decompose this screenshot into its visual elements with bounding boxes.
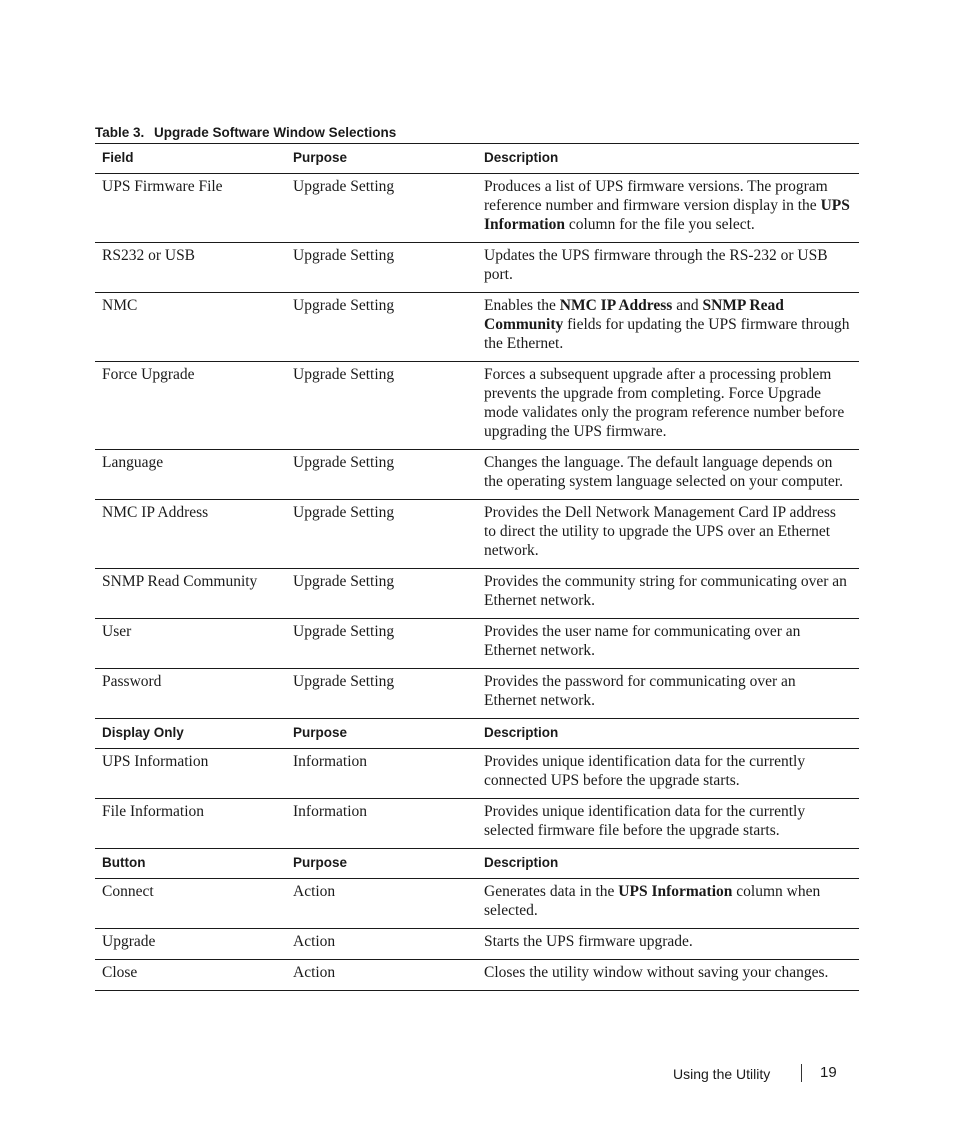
description-text: column when selected.	[484, 883, 821, 919]
description-text: Updates the UPS firmware through the RS-232 or USB port.	[484, 247, 828, 283]
table-row	[95, 749, 859, 799]
description-emphasis: UPS Information	[484, 197, 850, 233]
selections-table	[95, 143, 859, 991]
column-header: Description	[477, 719, 859, 749]
table-header-row	[95, 719, 859, 749]
description-cell	[477, 174, 859, 243]
purpose-cell: Action	[286, 960, 477, 991]
description-emphasis: NMC IP Address	[559, 297, 673, 314]
table-row	[95, 929, 859, 960]
field-cell: SNMP Read Community	[95, 569, 286, 619]
description-text: fields for updating the UPS firmware through the Ethernet.	[484, 316, 850, 352]
column-header: Display Only	[95, 719, 286, 749]
purpose-cell: Upgrade Setting	[286, 362, 477, 450]
field-cell: File Information	[95, 799, 286, 849]
description-text: Generates data in the	[484, 883, 619, 900]
description-text: Provides the user name for communicating over an Ethernet network.	[484, 623, 801, 659]
field-cell: Force Upgrade	[95, 362, 286, 450]
column-header: Description	[477, 849, 859, 879]
field-cell: NMC	[95, 293, 286, 362]
page-number: 19	[820, 1064, 837, 1081]
column-header: Purpose	[286, 849, 477, 879]
table-row	[95, 879, 859, 929]
field-cell: Upgrade	[95, 929, 286, 960]
description-cell	[477, 450, 859, 500]
table-header-row	[95, 144, 859, 174]
field-cell: Close	[95, 960, 286, 991]
field-cell: Connect	[95, 879, 286, 929]
field-cell: NMC IP Address	[95, 500, 286, 569]
table-number: Table 3.	[95, 125, 145, 140]
table-row	[95, 450, 859, 500]
description-emphasis: UPS Information	[618, 883, 733, 900]
table-header-row	[95, 849, 859, 879]
purpose-cell: Action	[286, 879, 477, 929]
purpose-cell: Upgrade Setting	[286, 293, 477, 362]
description-text: and	[672, 297, 703, 314]
purpose-cell: Action	[286, 929, 477, 960]
description-cell	[477, 569, 859, 619]
table-row	[95, 960, 859, 991]
field-cell: Language	[95, 450, 286, 500]
description-cell	[477, 749, 859, 799]
purpose-cell: Upgrade Setting	[286, 619, 477, 669]
description-text: Provides unique identification data for the currently selected firmware file before the upgrade starts.	[484, 803, 806, 839]
field-cell: User	[95, 619, 286, 669]
purpose-cell: Information	[286, 749, 477, 799]
footer-section-title: Using the Utility	[673, 1066, 771, 1082]
table-row	[95, 243, 859, 293]
description-text: Produces a list of UPS firmware versions. The program reference number and firmware version display in the	[484, 178, 828, 214]
footer-divider	[801, 1064, 802, 1082]
description-text: Starts the UPS firmware upgrade.	[484, 933, 693, 950]
description-text: Forces a subsequent upgrade after a processing problem prevents the upgrade from completing. Force Upgrade mode validates only the program reference number before upgrading the UPS firmware.	[484, 366, 845, 440]
column-header: Purpose	[286, 144, 477, 174]
table-row	[95, 293, 859, 362]
description-cell	[477, 960, 859, 991]
description-cell	[477, 500, 859, 569]
purpose-cell: Upgrade Setting	[286, 243, 477, 293]
description-cell	[477, 243, 859, 293]
purpose-cell: Upgrade Setting	[286, 500, 477, 569]
column-header: Purpose	[286, 719, 477, 749]
table-row	[95, 362, 859, 450]
field-cell: Password	[95, 669, 286, 719]
description-cell	[477, 293, 859, 362]
description-text: Provides the Dell Network Management Card IP address to direct the utility to upgrade the UPS over an Ethernet network.	[484, 504, 836, 559]
description-cell	[477, 362, 859, 450]
column-header: Field	[95, 144, 286, 174]
description-text: Changes the language. The default language depends on the operating system language selected on your computer.	[484, 454, 843, 490]
description-text: Enables the	[484, 297, 560, 314]
table-row	[95, 500, 859, 569]
field-cell: RS232 or USB	[95, 243, 286, 293]
purpose-cell: Upgrade Setting	[286, 669, 477, 719]
table-title: Upgrade Software Window Selections	[154, 125, 397, 140]
description-text: column for the file you select.	[564, 216, 755, 233]
purpose-cell: Upgrade Setting	[286, 174, 477, 243]
description-cell	[477, 929, 859, 960]
table-row	[95, 619, 859, 669]
description-text: Provides the password for communicating over an Ethernet network.	[484, 673, 796, 709]
table-row	[95, 174, 859, 243]
table-row	[95, 669, 859, 719]
description-emphasis: SNMP Read Community	[484, 297, 784, 333]
column-header: Button	[95, 849, 286, 879]
purpose-cell: Upgrade Setting	[286, 450, 477, 500]
column-header: Description	[477, 144, 859, 174]
purpose-cell: Upgrade Setting	[286, 569, 477, 619]
field-cell: UPS Information	[95, 749, 286, 799]
table-row	[95, 569, 859, 619]
table-row	[95, 799, 859, 849]
description-text: Provides unique identification data for the currently connected UPS before the upgrade starts.	[484, 753, 806, 789]
description-cell	[477, 799, 859, 849]
description-text: Closes the utility window without saving your changes.	[484, 964, 829, 981]
description-cell	[477, 619, 859, 669]
description-cell	[477, 879, 859, 929]
description-cell	[477, 669, 859, 719]
purpose-cell: Information	[286, 799, 477, 849]
field-cell: UPS Firmware File	[95, 174, 286, 243]
description-text: Provides the community string for communicating over an Ethernet network.	[484, 573, 847, 609]
table-caption	[95, 125, 402, 140]
